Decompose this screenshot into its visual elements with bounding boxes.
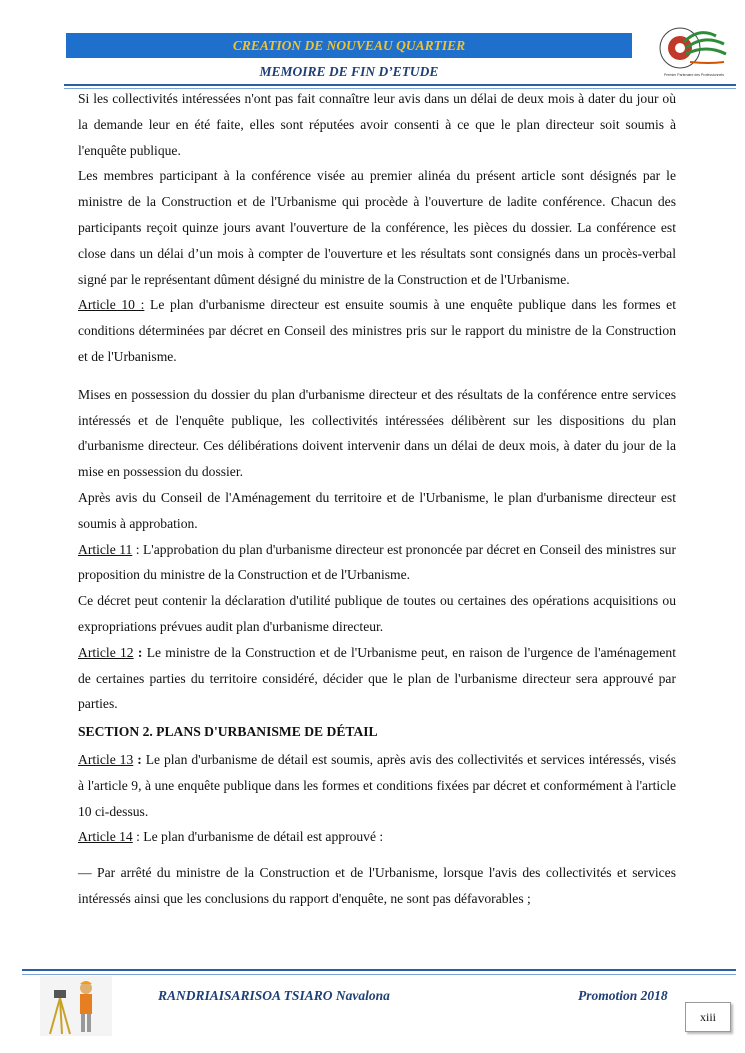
paragraph: Les membres participant à la conférence visée au premier alinéa du présent article sont désignés par le ministre de la Construction et de l'Urbanisme qui procède à l'ouverture de ladite conférence. Chacun des participants reçoit quinze jours avant l'ouverture de la conférence, les pièces du dossier. La conférence est close dans un délai d’un mois à compter de l'ouverture et les résultats sont consignés dans un procès-verbal signé par le représentant dûment désigné du ministre de la Construction et de l'Urbanisme. — [78, 168, 676, 287]
article-colon: : — [133, 644, 147, 660]
article-label: Article 12 — [78, 644, 134, 660]
article-text: : Le plan d'urbanisme de détail est approuvé : — [132, 829, 384, 845]
surveyor-icon — [40, 976, 112, 1036]
footer-rule — [22, 969, 736, 971]
article-colon: : — [133, 751, 146, 767]
article-text: : L'approbation du plan d'urbanisme directeur est prononcée par décret en Conseil des ministres sur proposition du ministre de la Construction et de l'Urbanisme. — [78, 541, 676, 583]
header-banner — [66, 33, 632, 58]
article-13 — [78, 747, 676, 824]
paragraph: Si les collectivités intéressées n'ont pas fait connaître leur avis dans un délai de deux mois à dater du jour où la demande leur en été faite, elles sont réputées avoir consenti à ce que le plan directeur soit soumis à l'enquête publique. — [78, 91, 676, 158]
section-heading: SECTION 2. PLANS D'URBANISME DE DÉTAIL — [78, 724, 378, 740]
document-body — [78, 86, 676, 912]
author-name: RANDRIAISARISOA TSIARO Navalona — [158, 988, 390, 1003]
footer-rule-thin — [22, 974, 736, 975]
document-subtitle: MEMOIRE DE FIN D’ETUDE — [259, 64, 439, 79]
article-label: Article 14 — [78, 829, 133, 845]
article-10 — [78, 292, 676, 369]
paragraph: Ce décret peut contenir la déclaration d'utilité publique de toutes ou certaines des opérations acquisitions ou expropriations prévues audit plan d'urbanisme directeur. — [78, 593, 676, 634]
article-label: Article 13 — [78, 751, 134, 767]
promotion-year: Promotion 2018 — [578, 988, 668, 1003]
article-text: Le plan d'urbanisme directeur est ensuite soumis à une enquête publique dans les formes et conditions déterminées par décret en Conseil des ministres pris sur le rapport du ministre de la Construction et de l'Urbanisme. — [78, 297, 676, 364]
article-label: Article 10 : — [78, 297, 145, 313]
article-14 — [78, 824, 676, 850]
paragraph: — Par arrêté du ministre de la Construction et de l'Urbanisme, lorsque l'avis des collectivités et services intéressés ainsi que les conclusions du rapport d'enquête, ne sont pas défavorables ; — [78, 865, 676, 906]
paragraph: Après avis du Conseil de l'Aménagement du territoire et de l'Urbanisme, le plan d'urbanisme directeur est soumis à approbation. — [78, 489, 676, 531]
article-12 — [78, 640, 676, 717]
logo-caption: Premier Partenaire des Professionnels — [664, 73, 724, 77]
document-title: CREATION DE NOUVEAU QUARTIER — [232, 37, 466, 53]
article-text: Le plan d'urbanisme de détail est soumis, après avis des collectivités et services intéressés, visés à l'article 9, à une enquête publique dans les formes et conditions fixées par décret et conformément à l'article 10 ci-dessus. — [78, 751, 676, 819]
paragraph: Mises en possession du dossier du plan d'urbanisme directeur et des résultats de la conférence entre services intéressés et de l'enquête publique, les collectivités intéressées délibèrent sur les dispositions du plan d'urbanisme directeur. Ces délibérations doivent intervenir dans un délai de deux mois, à dater du jour de la mise en possession du dossier. — [78, 386, 676, 480]
page-number: xiii — [685, 1002, 731, 1032]
article-11 — [78, 537, 676, 589]
article-text: Le ministre de la Construction et de l'Urbanisme peut, en raison de l'urgence de l'aménagement de certaines parties du territoire considéré, décider que le plan de l'urbanisme directeur sera approuvé par parties. — [78, 644, 676, 712]
article-label: Article 11 — [78, 541, 133, 557]
